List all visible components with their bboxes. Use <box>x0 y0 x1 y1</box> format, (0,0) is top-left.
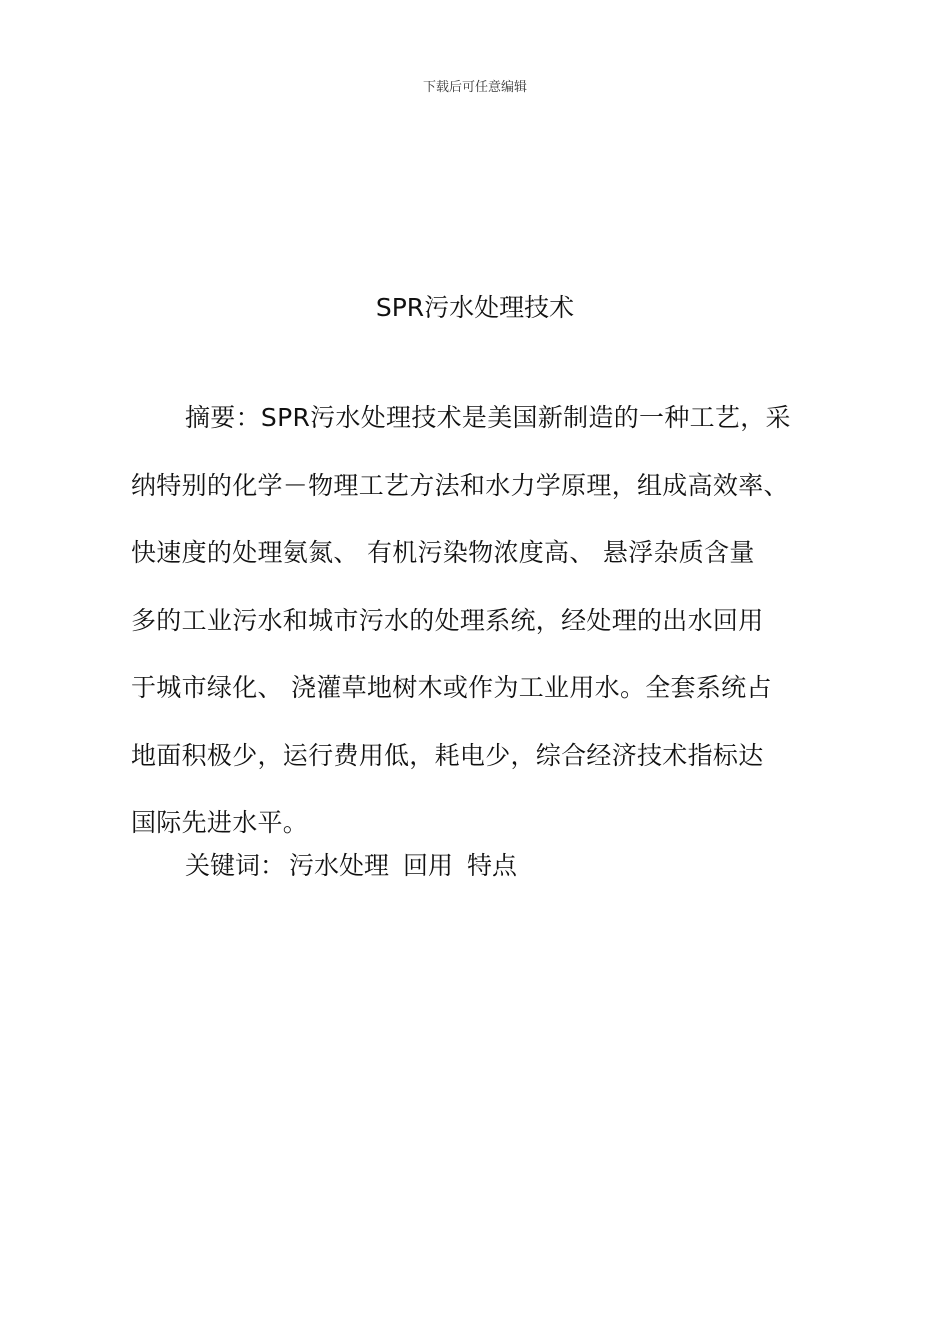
keywords-line <box>185 846 531 886</box>
keyword-item: 特点 <box>467 851 518 880</box>
abstract-line: 多的工业污水和城市污水的处理系统，经处理的出水回用 <box>131 605 764 635</box>
keywords-label: 关键词： <box>185 851 286 880</box>
abstract-line: 摘要：SPR污水处理技术是美国新制造的一种工艺，采 <box>185 403 791 432</box>
document-title: SPR污水处理技术 <box>375 293 575 322</box>
abstract-line: 快速度的处理氨氮、 有机污染物浓度高、 悬浮杂质含量 <box>131 538 755 567</box>
abstract-line: 纳特别的化学－物理工艺方法和水力学原理，组成高效率、 <box>131 470 789 500</box>
abstract-line: 国际先进水平。 <box>131 808 309 837</box>
keyword-item: 污水处理 <box>289 851 390 880</box>
abstract-line: 于城市绿化、 浇灌草地树木或作为工业用水。全套系统占 <box>131 673 772 702</box>
abstract-paragraph <box>131 384 821 857</box>
keyword-item: 回用 <box>403 851 454 880</box>
abstract-line: 地面积极少，运行费用低，耗电少，综合经济技术指标达 <box>131 740 764 770</box>
header-note: 下载后可任意编辑 <box>422 80 527 95</box>
